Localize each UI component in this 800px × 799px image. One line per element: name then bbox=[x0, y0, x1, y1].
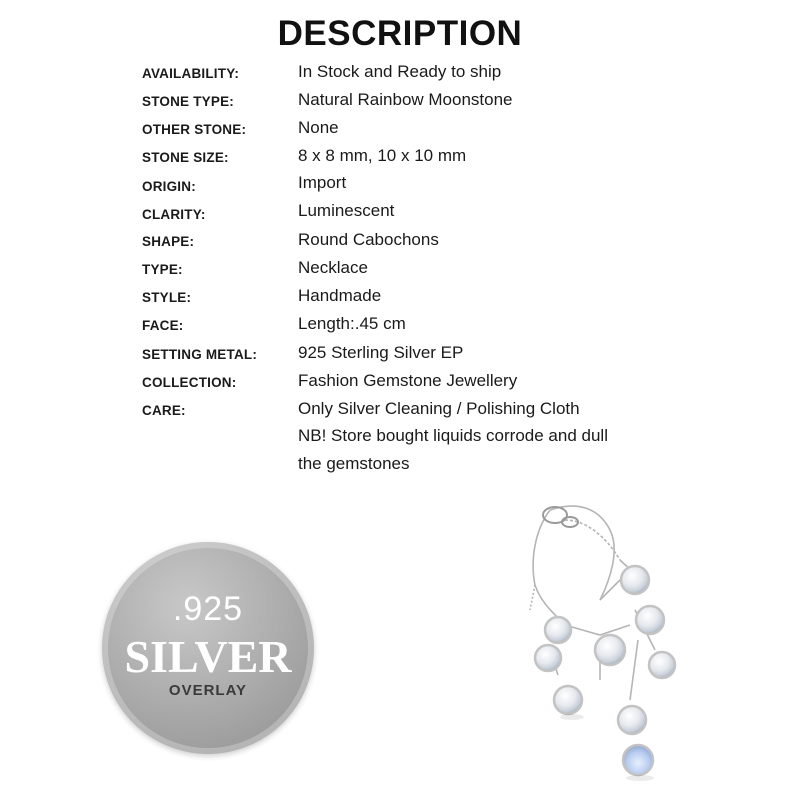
spec-label: AVAILABILITY: bbox=[142, 66, 240, 81]
spec-row-collection bbox=[0, 371, 800, 395]
spec-row-setting-metal bbox=[0, 343, 800, 367]
spec-value: Handmade bbox=[298, 286, 382, 305]
spec-value: Fashion Gemstone Jewellery bbox=[298, 371, 518, 390]
spec-value: In Stock and Ready to ship bbox=[298, 62, 502, 81]
spec-row-style bbox=[0, 286, 800, 310]
spec-value: Luminescent bbox=[298, 201, 395, 220]
spec-row-clarity bbox=[0, 201, 800, 225]
spec-label: TYPE: bbox=[142, 262, 183, 277]
spec-row-origin bbox=[0, 173, 800, 197]
spec-label: STYLE: bbox=[142, 290, 192, 305]
spec-value: 8 x 8 mm, 10 x 10 mm bbox=[298, 146, 467, 165]
spec-value: Import bbox=[298, 173, 347, 192]
spec-row-type bbox=[0, 258, 800, 282]
spec-value: Only Silver Cleaning / Polishing Cloth bbox=[298, 399, 580, 418]
spec-row-stone-type bbox=[0, 90, 800, 114]
spec-value: 925 Sterling Silver EP bbox=[298, 343, 464, 362]
spec-label: ORIGIN: bbox=[142, 179, 196, 194]
spec-value: Round Cabochons bbox=[298, 230, 439, 249]
spec-label: CARE: bbox=[142, 403, 186, 418]
spec-row-shape bbox=[0, 230, 800, 254]
page-title: DESCRIPTION bbox=[277, 14, 523, 53]
spec-row-care bbox=[0, 399, 800, 423]
spec-label: OTHER STONE: bbox=[142, 122, 247, 137]
spec-label: COLLECTION: bbox=[142, 375, 237, 390]
spec-row-availability bbox=[0, 62, 800, 86]
spec-label: STONE SIZE: bbox=[142, 150, 229, 165]
spec-label: FACE: bbox=[142, 318, 184, 333]
spec-row-face bbox=[0, 314, 800, 338]
spec-label: SETTING METAL: bbox=[142, 347, 258, 362]
badge-subtitle: OVERLAY bbox=[168, 682, 248, 699]
spec-label: STONE TYPE: bbox=[142, 94, 234, 109]
spec-row-stone-size bbox=[0, 146, 800, 170]
care-note-line-2: the gemstones bbox=[298, 454, 410, 473]
spec-value: Length:.45 cm bbox=[298, 314, 406, 333]
badge-number: .925 bbox=[172, 590, 244, 628]
spec-value: None bbox=[298, 118, 339, 137]
spec-value: Necklace bbox=[298, 258, 368, 277]
spec-label: SHAPE: bbox=[142, 234, 195, 249]
badge-metal: SILVER bbox=[124, 631, 292, 682]
care-note-line-1: NB! Store bought liquids corrode and dull bbox=[298, 426, 608, 445]
spec-row-other-stone bbox=[0, 118, 800, 142]
clasp bbox=[543, 507, 578, 527]
moonstone-necklace-photo bbox=[490, 500, 720, 790]
spec-value: Natural Rainbow Moonstone bbox=[298, 90, 513, 109]
spec-label: CLARITY: bbox=[142, 207, 206, 222]
silver-overlay-seal-icon bbox=[102, 542, 314, 754]
